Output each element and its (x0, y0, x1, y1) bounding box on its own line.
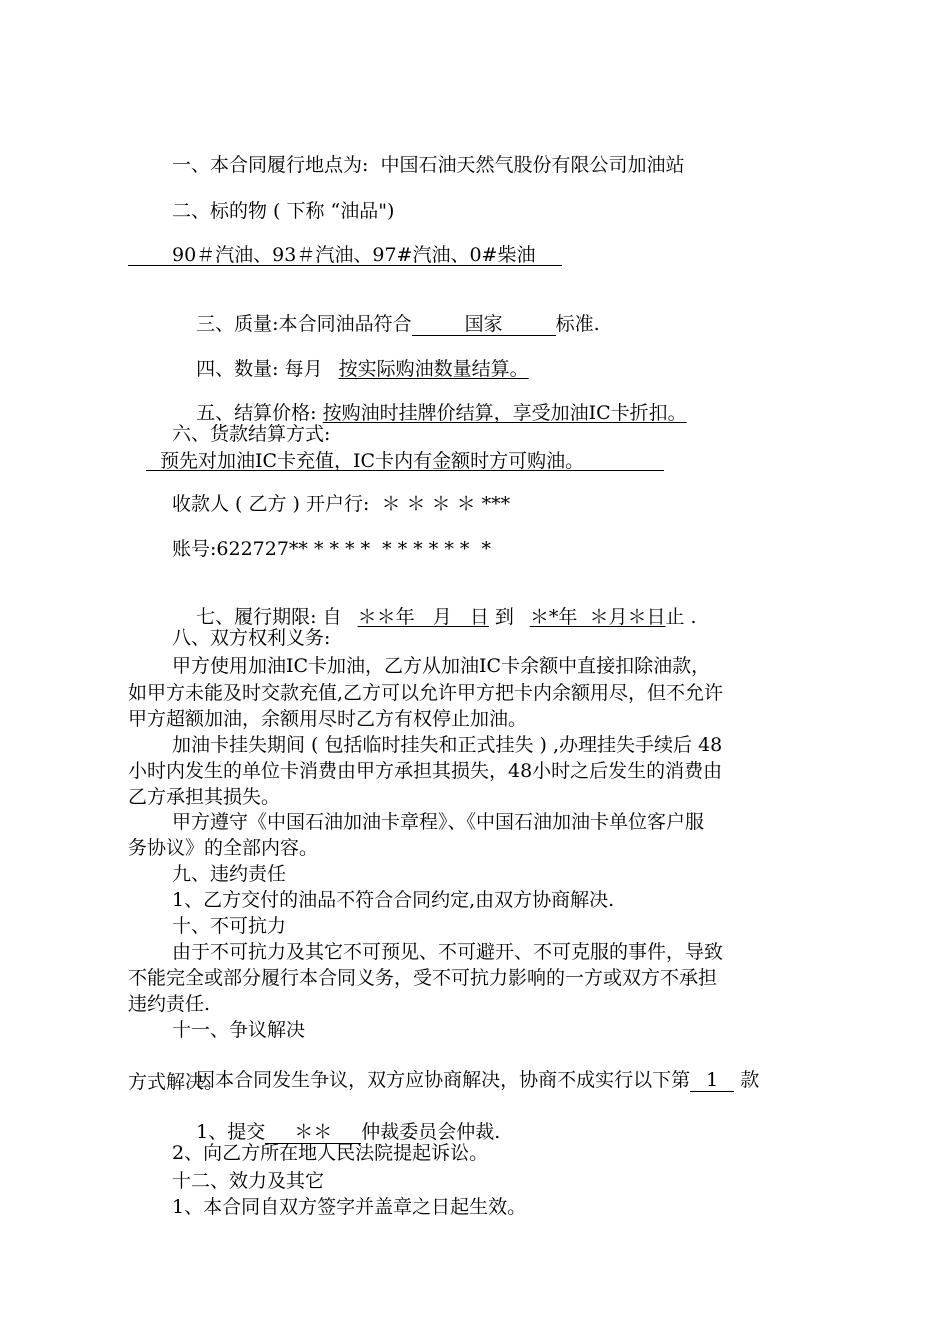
dispute-prefix: 因本合同发生争议，双方应协商解决，协商不成实行以下第 (196, 1069, 691, 1091)
term-start: ＊＊年 月 日 (357, 606, 489, 628)
price-value: 按购油时挂牌价结算，享受加油IC卡折扣。 (322, 402, 687, 424)
term-suffix: 止 . (665, 606, 697, 628)
force-majeure-line-2: 不能完全或部分履行本合同义务，受不可抗力影响的一方或双方不承担 (128, 967, 718, 989)
rights-para-3-line-2: 务协议》的全部内容。 (128, 837, 319, 859)
quantity-value: 按实际购油数量结算。 (338, 358, 529, 380)
arbitration-suffix: 仲裁委员会仲裁. (361, 1121, 501, 1143)
force-majeure-line-1: 由于不可抗力及其它不可预见、不可避开、不可克服的事件，导致 (172, 941, 724, 963)
clause-8-heading: 八、双方权利义务: (172, 627, 331, 649)
clause-6-heading: 六、货款结算方式: (172, 423, 331, 445)
dispute-option-value: 1 (706, 1069, 719, 1091)
dispute-option-2: 2、向乙方所在地人民法院提起诉讼。 (172, 1142, 489, 1164)
dispute-option-field (690, 1070, 734, 1092)
rights-para-1-line-2: 如甲方未能及时交款充值,乙方可以允许甲方把卡内余额用尽，但不允许 (128, 682, 724, 704)
quality-suffix: 标准. (555, 313, 600, 335)
rights-para-1-line-3: 甲方超额加油，余额用尽时乙方有权停止加油。 (128, 708, 528, 730)
clause-9-heading: 九、违约责任 (172, 863, 287, 885)
arbitration-value: ＊＊ (294, 1121, 333, 1143)
rights-para-2-line-1: 加油卡挂失期间 ( 包括临时挂失和正式挂失 ) ,办理挂失手续后 48 (172, 734, 723, 756)
rights-para-3-line-1: 甲方遵守《中国石油加油卡章程》、《中国石油加油卡单位客户服 (172, 811, 705, 833)
force-majeure-line-3: 违约责任. (128, 993, 211, 1015)
clause-12-heading: 十二、效力及其它 (172, 1170, 325, 1192)
effect-item-1: 1、本合同自双方签字并盖章之日起生效。 (172, 1196, 527, 1218)
payment-method: 预先对加油IC卡充值，IC卡内有金额时方可购油。 (160, 450, 585, 472)
dispute-line-2: 方式解决。 (128, 1071, 224, 1093)
term-to: 到 (494, 606, 514, 628)
quality-prefix: 三、质量:本合同油品符合 (196, 313, 412, 335)
arbitration-prefix: 1、提交 (196, 1121, 266, 1143)
quality-standard-value: 国家 (464, 313, 503, 335)
clause-10-heading: 十、不可抗力 (172, 915, 287, 937)
term-end: ＊*年 ＊月＊日 (529, 606, 666, 628)
liability-item-1: 1、乙方交付的油品不符合合同约定,由双方协商解决. (172, 889, 615, 911)
rights-para-2-line-3: 乙方承担其损失。 (128, 786, 281, 808)
clause-2-heading: 二、标的物 ( 下称 “油品") (172, 200, 395, 222)
rights-para-2-line-2: 小时内发生的单位卡消费由甲方承担其损失，48小时之后发生的消费由 (128, 760, 723, 782)
goods-list: 90＃汽油、93＃汽油、97#汽油、0#柴油 (172, 244, 536, 266)
clause-11-heading: 十一、争议解决 (172, 1019, 306, 1041)
quantity-prefix: 四、数量: 每月 (196, 358, 323, 380)
payee-bank: 收款人 ( 乙方 ) 开户行: ＊ ＊ ＊ ＊ *** (172, 493, 511, 515)
price-prefix: 五、结算价格: (196, 402, 317, 424)
clause-1-place: 一、本合同履行地点为: 中国石油天然气股份有限公司加油站 (172, 154, 685, 176)
term-prefix: 七、履行期限: 自 (196, 606, 342, 628)
rights-para-1-line-1: 甲方使用加油IC卡加油，乙方从加油IC卡余额中直接扣除油款， (172, 655, 711, 677)
account-number: 账号:622727** * * * * * * * * * * * (172, 538, 491, 560)
dispute-suffix: 款 (740, 1069, 760, 1091)
